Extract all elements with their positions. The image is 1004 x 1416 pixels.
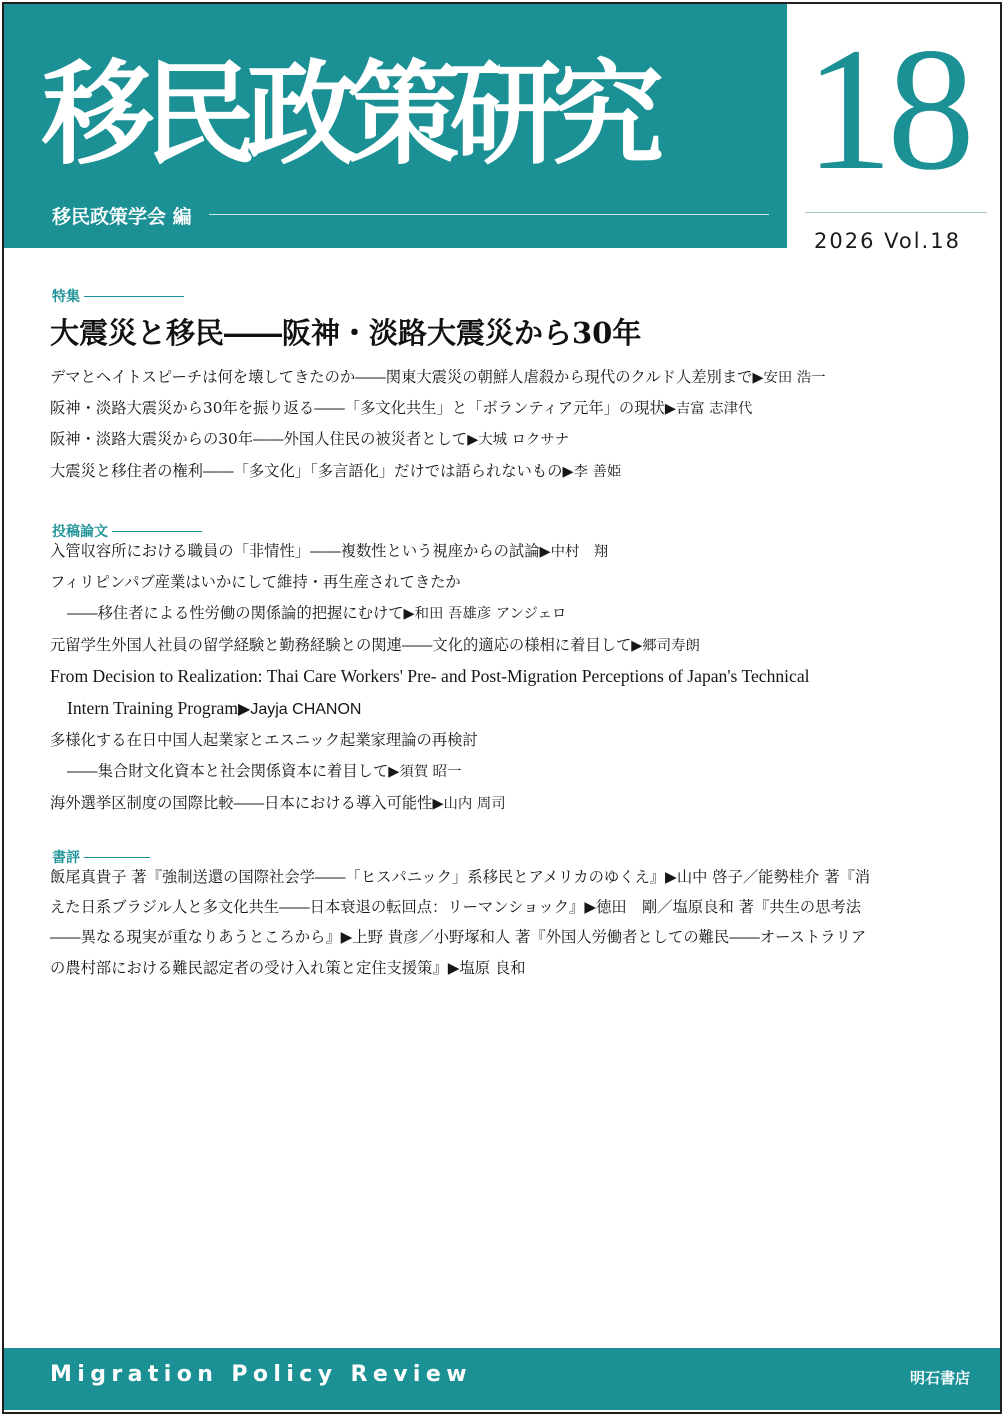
reviews-paragraph (50, 862, 955, 983)
editor-divider (209, 214, 769, 215)
contribution-line (50, 630, 955, 661)
line-text: 多様化する在日中国人起業家とエスニック起業家理論の再検討 (50, 731, 478, 750)
line-text: ――移住者による性労働の関係論的把握にむけて (67, 604, 404, 623)
article-author: ▶吉富 志津代 (664, 401, 753, 418)
line-text: 海外選挙区制度の国際比較――日本における導入可能性 (50, 793, 433, 812)
feature-article (50, 424, 955, 455)
title-band (4, 4, 787, 248)
review-line: えた日系ブラジル人と多文化共生――日本衰退の転回点：リーマンショック』▶徳田 剛／塩原良和 著『共生の思考法 (50, 898, 861, 917)
line-author: ▶和田 吾雄彦 アンジェロ (403, 606, 567, 623)
feature-article (50, 362, 955, 393)
contributions-label-text: 投稿論文 (52, 524, 108, 540)
review-line: の農村部における難民認定者の受け入れ策と定住支援策』▶塩原 良和 (50, 958, 526, 977)
review-line: ――異なる現実が重なりあうところから』▶上野 貴彦／小野塚和人 著『外国人労働者としての難民――オーストラリア (50, 928, 867, 947)
contribution-line (50, 788, 955, 819)
feature-article (50, 456, 955, 487)
contribution-line (50, 598, 955, 629)
article-title: 阪神・淡路大震災から30年を振り返る――「多文化共生」と「ボランティア元年」の現状 (50, 399, 665, 418)
feature-article (50, 393, 955, 424)
issue-divider (805, 212, 987, 213)
line-text: フィリピンパブ産業はいかにして維持・再生産されてきたか (50, 573, 461, 592)
contributions-label-rule (112, 531, 202, 532)
contribution-line (50, 567, 955, 598)
line-text: From Decision to Realization: Thai Care Workers' Pre- and Post-Migration Perceptions of Japan's Technical (50, 665, 810, 686)
contribution-line (50, 756, 955, 787)
feature-article-list (50, 362, 955, 487)
line-author: ▶山内 周司 (432, 795, 506, 812)
feature-section-label (52, 286, 184, 306)
article-title: 阪神・淡路大震災からの30年――外国人住民の被災者として (50, 430, 468, 449)
line-text: 入管収容所における職員の「非情性」――複数性という視座からの試論 (50, 542, 540, 560)
series-english-title: Migration Policy Review (50, 1362, 472, 1387)
feature-label-rule (84, 296, 184, 297)
line-author: ▶Jayja CHANON (238, 701, 362, 719)
article-author: ▶李 善姫 (562, 463, 622, 480)
article-author: ▶大城 ロクサナ (467, 432, 570, 449)
feature-title: 大震災と移民――阪神・淡路大震災から30年 (50, 316, 642, 350)
contribution-line (50, 725, 955, 756)
article-title: 大震災と移住者の権利――「多文化」「多言語化」だけでは語られないもの (50, 461, 563, 480)
publisher-name: 明石書店 (909, 1369, 970, 1387)
article-author: ▶安田 浩一 (752, 370, 826, 386)
contribution-line (50, 661, 955, 693)
reviews-label-rule (84, 857, 150, 858)
reviews-label-text: 書評 (52, 850, 80, 866)
editor-credit: 移民政策学会 編 (52, 206, 192, 228)
contribution-line (50, 536, 955, 567)
line-text: ――集合財文化資本と社会関係資本に着目して (67, 762, 389, 781)
journal-title: 移民政策研究 (42, 50, 654, 180)
feature-label-text: 特集 (52, 289, 80, 305)
review-line: 飯尾真貴子 著『強制送還の国際社会学――「ヒスパニック」系移民とアメリカのゆくえ』▶山中 啓子／能勢桂介 著『消 (50, 868, 871, 886)
line-text: Intern Training Program (67, 698, 239, 719)
contribution-line (50, 693, 955, 725)
issue-number: 18 (805, 12, 969, 207)
line-author: ▶郷司寿朗 (631, 637, 700, 654)
footer-band (4, 1348, 1000, 1410)
line-author: ▶須賀 昭一 (388, 764, 462, 781)
line-text: 元留学生外国人社員の留学経験と勤務経験との関連――文化的適応の様相に着目して (50, 635, 632, 654)
volume-label: 2026 Vol.18 (814, 229, 961, 253)
article-title: デマとヘイトスピーチは何を壊してきたのか――関東大震災の朝鮮人虐殺から現代のクルド人差別まで (50, 368, 753, 386)
contributions-list (50, 536, 955, 819)
line-author: ▶中村 翔 (539, 544, 609, 560)
